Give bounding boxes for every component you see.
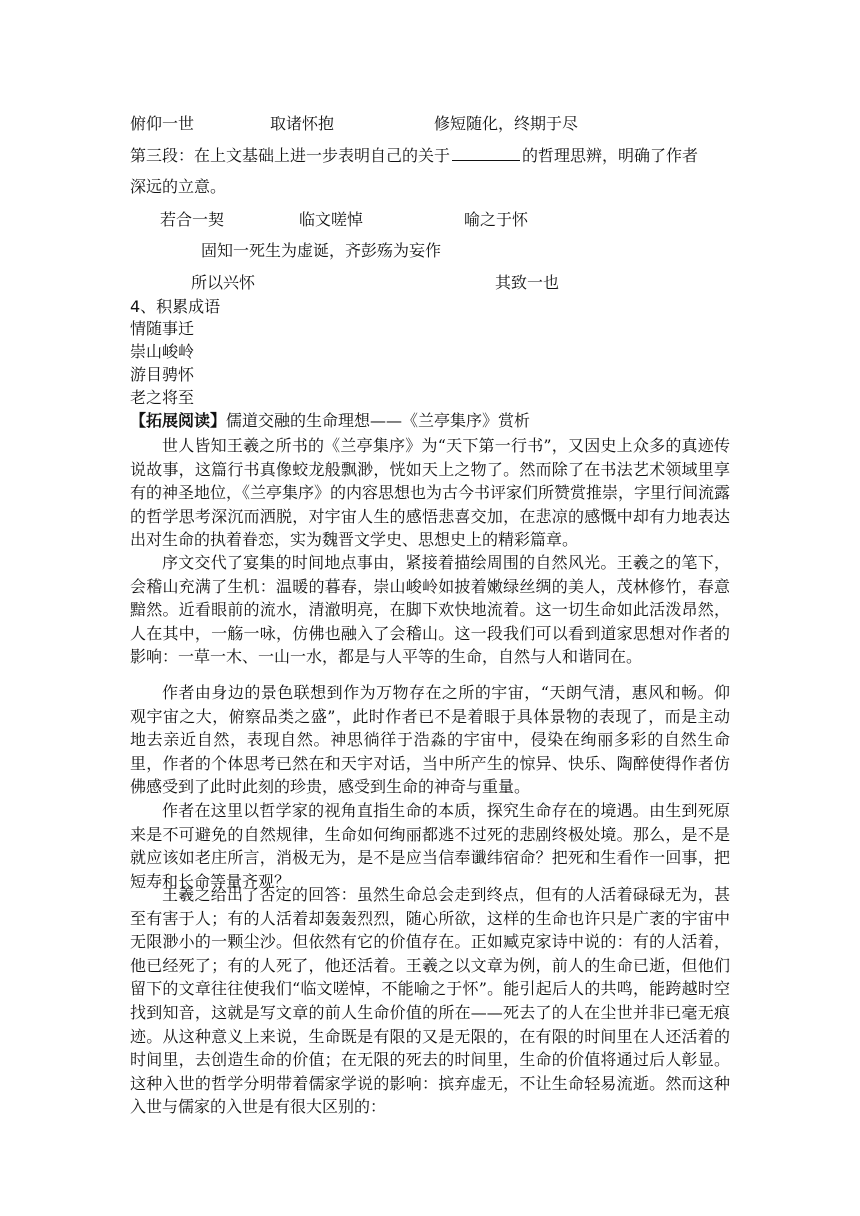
- article-paragraph: 王羲之给出了否定的回答：虽然生命总会走到终点，但有的人活着碌碌无为，甚至有害于人；有的人活着却轰轰烈烈，随心所欲，这样的生命也许只是广袤的宇宙中无限渺小的一颗尘沙。但依然有它的价值存在。正如臧克家诗中说的：有的人活着，他已经死了；有的人死了，他还活着。王羲之以文章为例，前人的生命已逝，但他们留下的文章往往使我们“临文嗟悼，不能喻之于怀”。能引起后人的共鸣，能跨越时空找到知音，这就是写文章的前人生命价值的所在——死去了的人在尘世并非已毫无痕迹。从这种意义上来说，生命既是有限的又是无限的，在有限的时间里在人还活着的时间里，去创造生命的价值；在无限的死去的时间里，生命的价值将通过后人彰显。这种入世的哲学分明带着儒家学说的影响：摈弃虚无，不让生命轻易流逝。然而这种入世与儒家的入世是有很大区别的：: [130, 885, 730, 1117]
- article-paragraph: 序文交代了宴集的时间地点事由，紧接着描绘周围的自然风光。王羲之的笔下，会稽山充满了生机：温暖的暮春，崇山峻岭如披着嫩绿丝绸的美人，茂林修竹，春意黯然。近看眼前的流水，清澈明亮，在脚下欢快地流着。这一切生命如此活泼昂然，人在其中，一觞一咏，仿佛也融入了会稽山。这一段我们可以看到道家思想对作者的影响：一草一木、一山一水，都是与人平等的生命，自然与人和谐同在。: [130, 553, 730, 667]
- extended-reading-title: 儒道交融的生命理想——《兰亭集序》赏析: [226, 411, 531, 430]
- article-paragraph: 世人皆知王羲之所书的《兰亭集序》为“天下第一行书”，又因史上众多的真迹传说故事，这篇行书真像蛟龙般飘渺，恍如天上之物了。然而除了在书法艺术领域里享有的神圣地位，《兰亭集序》的内容思想也为古今书评家们所赞赏推崇，字里行间流露的哲学思考深沉而洒脱，对宇宙人生的感悟悲喜交加，在悲凉的感慨中却有力地表达出对生命的执着眷恋，实为魏晋文学史、思想史上的精彩篇章。: [130, 436, 731, 550]
- fill-in-blank: [452, 146, 520, 161]
- section3-intro-before: 第三段：在上文基础上进一步表明自己的关于: [130, 146, 451, 165]
- example-qizhi-yiye: 其致一也: [495, 273, 560, 292]
- example-linwen-jiedao: 临文嗟悼: [299, 210, 364, 229]
- section3-intro-line2: 深远的立意。: [130, 177, 227, 196]
- extended-reading-tag: 【拓展阅读】: [130, 411, 227, 430]
- idiom-item: 崇山峻岭: [130, 342, 195, 361]
- example-ruohe-yiqi: 若合一契: [160, 210, 225, 229]
- idiom-item: 游目骋怀: [130, 365, 195, 384]
- section3-intro-line1: [130, 145, 698, 167]
- phrase-fuyang-yishi: 俯仰一世: [130, 114, 195, 133]
- idiom-item: 老之将至: [130, 388, 195, 407]
- section3-intro-after: 的哲理思辨，明确了作者: [522, 146, 699, 165]
- article-paragraph: 作者在这里以哲学家的视角直指生命的本质，探究生命存在的境遇。由生到死原来是不可避免的自然规律，生命如何绚丽都逃不过死的悲剧终极处境。那么，是不是就应该如老庄所言，消极无为，是不是应当信奉谶纬宿命？把死和生看作一回事，把短寿和长命等量齐观？: [130, 801, 730, 891]
- article-paragraph: 作者由身边的景色联想到作为万物存在之所的宇宙，“天朗气清，惠风和畅。仰观宇宙之大，俯察品类之盛”，此时作者已不是着眼于具体景物的表现了，而是主动地去亲近自然，表现自然。神思徜徉于浩淼的宇宙中，侵染在绚丽多彩的自然生命里，作者的个体思考已然在和天宇对话，当中所产生的惊异、快乐、陶醉使得作者仿佛感受到了此时此刻的珍贵，感受到生命的神奇与重量。: [130, 683, 730, 797]
- example-guzhi-yisisheng: 固知一死生为虚诞，齐彭殇为妄作: [201, 241, 442, 260]
- extended-reading-heading: [130, 410, 530, 432]
- example-suoyi-xinghuai: 所以兴怀: [191, 273, 256, 292]
- idiom-item: 情随事迁: [130, 319, 195, 338]
- phrase-quzhu-huaibao: 取诸怀抱: [270, 114, 335, 133]
- phrase-xiuduan-suihua: 修短随化，终期于尽: [434, 114, 579, 133]
- idioms-heading: 4、积累成语: [130, 297, 221, 316]
- example-yuzhi-yuhuai: 喻之于怀: [464, 210, 529, 229]
